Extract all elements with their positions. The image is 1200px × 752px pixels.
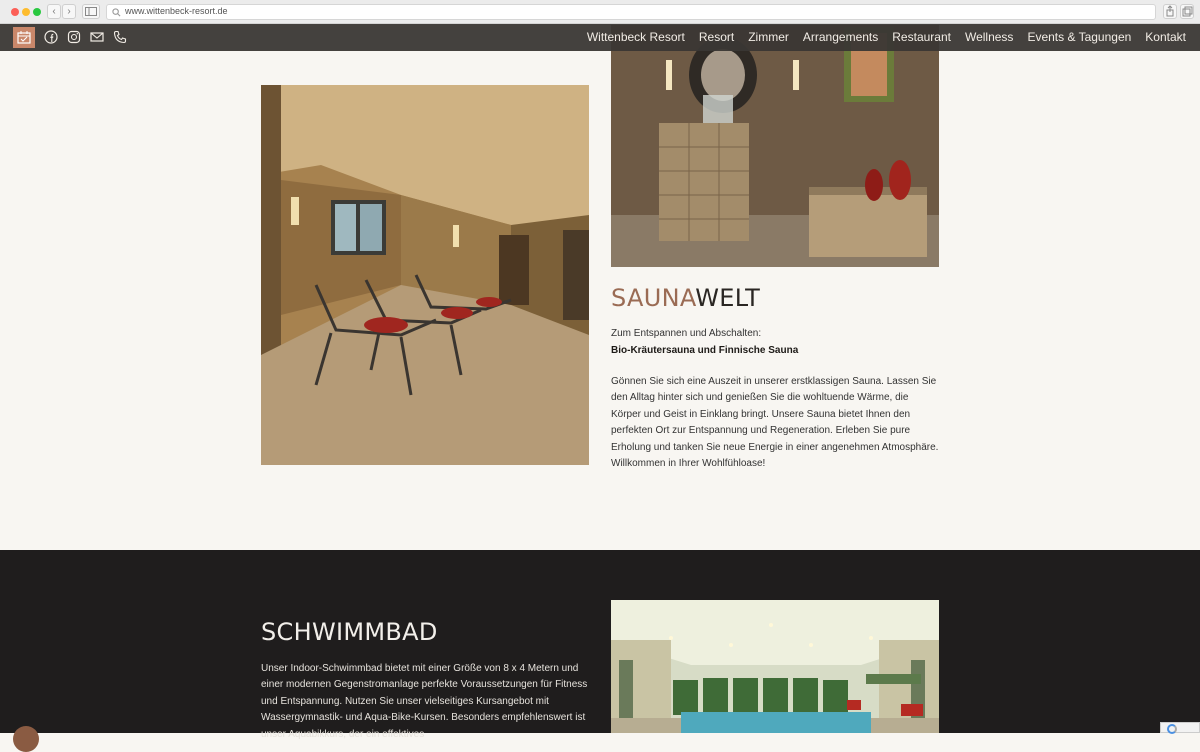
- back-icon[interactable]: ‹: [47, 4, 61, 19]
- indoor-pool-photo: [611, 600, 939, 733]
- nav-item-arrangements[interactable]: Arrangements: [802, 30, 879, 44]
- minimize-window-button[interactable]: [22, 8, 30, 16]
- sauna-description: Gönnen Sie sich eine Auszeit in unserer erstklassigen Sauna. Lassen Sie den Alltag hinter sich und genießen Sie die wohltuende Wärme, die Körper und Geist in Einklang bringt. Unsere Sauna bietet Ihnen den perfekten Ort zur Entspannung und Regeneration. Erleben Sie pure Erholung und tanken Sie neue Energie in einer angenehmen Atmosphäre. Willkommen in Ihrer Wohlfühloase!: [611, 376, 939, 470]
- share-icon[interactable]: [1163, 4, 1177, 19]
- nav-item-kontakt[interactable]: Kontakt: [1145, 30, 1186, 44]
- sauna-highlight: Bio-Kräutersauna und Finnische Sauna: [611, 345, 799, 356]
- recaptcha-badge[interactable]: [1160, 722, 1200, 733]
- site-header: [0, 24, 1200, 51]
- facebook-icon[interactable]: [44, 30, 58, 44]
- relaxation-room-photo: [261, 85, 589, 465]
- pool-section: [0, 550, 1200, 740]
- zoom-window-button[interactable]: [33, 8, 41, 16]
- sauna-heading: [611, 284, 760, 312]
- close-window-button[interactable]: [11, 8, 19, 16]
- main-navigation: [587, 30, 1186, 44]
- sidebar-icon[interactable]: [82, 4, 100, 19]
- instagram-icon[interactable]: [67, 30, 81, 44]
- search-icon: [112, 8, 121, 17]
- sauna-intro: Zum Entspannen und Abschalten:: [611, 328, 762, 339]
- sauna-heading-accent: SAUNA: [611, 284, 696, 312]
- browser-toolbar: [0, 0, 1200, 24]
- tabs-icon[interactable]: [1180, 4, 1194, 19]
- sauna-section: [0, 51, 1200, 550]
- phone-icon[interactable]: [113, 30, 127, 44]
- pool-heading: SCHWIMMBAD: [261, 618, 438, 646]
- sauna-lounge-photo: [611, 25, 939, 267]
- chat-avatar[interactable]: [13, 726, 39, 752]
- pool-description: Unser Indoor-Schwimmbad bietet mit einer Größe von 8 x 4 Metern und einer modernen Gegenstromanlage perfekte Voraussetzungen für Fitness und Entspannung. Nutzen Sie unser vielseitiges Kursangebot mit Wassergymnastik- und Aqua-Bike-Kursen. Besonders empfehlenswert ist unser Aquabikkurs, der ein effektives: [261, 663, 588, 740]
- recaptcha-icon: [1167, 724, 1177, 734]
- address-bar[interactable]: [106, 4, 1156, 20]
- nav-item-wittenbeck-resort[interactable]: Wittenbeck Resort: [586, 30, 685, 44]
- nav-item-events-tagungen[interactable]: Events & Tagungen: [1027, 30, 1132, 44]
- nav-item-restaurant[interactable]: Restaurant: [892, 30, 951, 44]
- nav-item-wellness[interactable]: Wellness: [964, 30, 1014, 44]
- nav-item-zimmer[interactable]: Zimmer: [748, 30, 789, 44]
- calendar-icon[interactable]: [13, 27, 35, 48]
- forward-icon[interactable]: ›: [62, 4, 76, 19]
- mail-icon[interactable]: [90, 30, 104, 44]
- nav-item-resort[interactable]: Resort: [698, 30, 735, 44]
- sauna-heading-rest: WELT: [695, 284, 761, 312]
- url-text: www.wittenbeck-resort.de: [125, 6, 228, 16]
